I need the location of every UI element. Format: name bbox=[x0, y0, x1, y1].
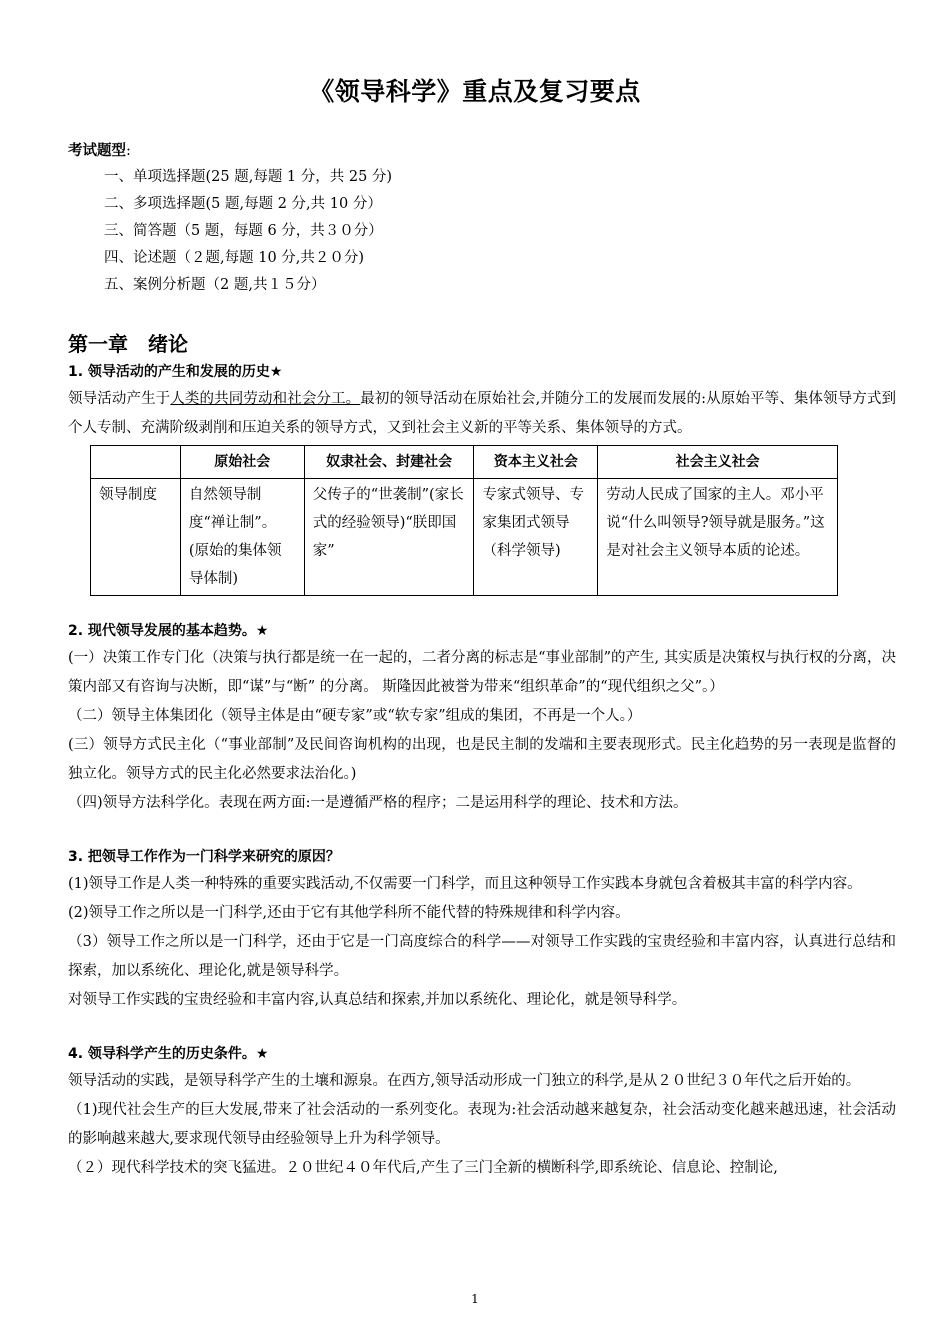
exam-item: 一、单项选择题(25 题,每题 1 分，共 25 分) bbox=[104, 169, 393, 185]
section-heading: 3. 把领导工作作为一门科学来研究的原因？ bbox=[68, 849, 340, 865]
document-body bbox=[68, 138, 896, 1183]
paragraph: （２）现代科学技术的突飞猛进。２０世纪４０年代后,产生了三门全新的横断科学,即系统论、信息论、控制论, bbox=[68, 1160, 778, 1176]
exam-item: 三、简答题（5 题，每题 6 分，共３０分） bbox=[104, 223, 383, 239]
table-row-label: 领导制度 bbox=[91, 479, 181, 596]
paragraph: （二）领导主体集团化（领导主体是由“硬专家”或“软专家”组成的集团，不再是一个人。） bbox=[68, 708, 642, 724]
paragraph: (一）决策工作专门化（决策与执行都是统一在一起的，二者分离的标志是“事业部制”的产生, 其实质是决策权与执行权的分离，决策内部又有咨询与决断，即“谋”与“断” 的分离。 斯隆因此被誉为带来“组织革命”的“现代组织之父”。） bbox=[68, 650, 896, 695]
table-cell: 自然领导制度“禅让制”。(原始的集体领导体制) bbox=[180, 479, 304, 596]
table-header-cell: 原始社会 bbox=[180, 446, 304, 479]
table-header-cell: 资本主义社会 bbox=[474, 446, 598, 479]
exam-item: 四、论述题（２题,每题 10 分,共２０分) bbox=[104, 250, 365, 266]
paragraph: 领导活动产生于人类的共同劳动和社会分工。最初的领导活动在原始社会,并随分工的发展而发展的:从原始平等、集体领导方式到个人专制、充满阶级剥削和压迫关系的领导方式，又到社会主义新的平等关系、集体领导的方式。 bbox=[68, 391, 897, 436]
section-heading: 4. 领导科学产生的历史条件。★ bbox=[68, 1046, 269, 1062]
exam-types-heading: 考试题型: bbox=[68, 143, 131, 159]
document-title: 《领导科学》重点及复习要点 bbox=[309, 77, 641, 106]
exam-item: 五、案例分析题（2 题,共１５分） bbox=[104, 277, 326, 293]
paragraph: 领导活动的实践，是领导科学产生的土壤和源泉。在西方,领导活动形成一门独立的科学,是从２０世纪３０年代之后开始的。 bbox=[68, 1073, 861, 1089]
paragraph: （3）领导工作之所以是一门科学，还由于它是一门高度综合的科学——对领导工作实践的宝贵经验和丰富内容，认真进行总结和探索，加以系统化、理论化,就是领导科学。 bbox=[68, 934, 896, 979]
table-row bbox=[91, 479, 838, 596]
underlined-text: 人类的共同劳动和社会分工。 bbox=[170, 391, 361, 407]
page-number: 1 bbox=[471, 1292, 479, 1306]
chapter-title: 第一章 绪论 bbox=[68, 332, 188, 356]
table-header-cell: 奴隶社会、封建社会 bbox=[304, 446, 474, 479]
section-heading: 1. 领导活动的产生和发展的历史★ bbox=[68, 364, 283, 380]
exam-item: 二、多项选择题(5 题,每题 2 分,共 10 分） bbox=[104, 196, 382, 212]
paragraph: 对领导工作实践的宝贵经验和丰富内容,认真总结和探索,并加以系统化、理论化，就是领导科学。 bbox=[68, 992, 687, 1008]
table-cell: 父传子的“世袭制”(家长式的经验领导)“朕即国家” bbox=[304, 479, 474, 596]
table-header-cell: 社会主义社会 bbox=[598, 446, 838, 479]
leadership-history-table bbox=[90, 445, 838, 596]
paragraph: (三）领导方式民主化（“事业部制”及民间咨询机构的出现，也是民主制的发端和主要表现形式。民主化趋势的另一表现是监督的独立化。领导方式的民主化必然要求法治化。) bbox=[68, 737, 896, 782]
section-heading: 2. 现代领导发展的基本趋势。★ bbox=[68, 623, 269, 639]
table-header-row bbox=[91, 446, 838, 479]
paragraph: （四)领导方法科学化。表现在两方面:一是遵循严格的程序；二是运用科学的理论、技术和方法。 bbox=[68, 795, 688, 811]
table-cell: 劳动人民成了国家的主人。邓小平说“什么叫领导?领导就是服务。”这是对社会主义领导本质的论述。 bbox=[598, 479, 838, 596]
paragraph: (1)领导工作是人类一种特殊的重要实践活动,不仅需要一门科学，而且这种领导工作实践本身就包含着极其丰富的科学内容。 bbox=[68, 876, 862, 892]
paragraph: (2)领导工作之所以是一门科学,还由于它有其他学科所不能代替的特殊规律和科学内容。 bbox=[68, 905, 630, 921]
table-cell: 专家式领导、专家集团式领导（科学领导) bbox=[474, 479, 598, 596]
paragraph: （1)现代社会生产的巨大发展,带来了社会活动的一系列变化。表现为:社会活动越来越复杂，社会活动变化越来越迅速，社会活动的影响越来越大,要求现代领导由经验领导上升为科学领导。 bbox=[68, 1102, 896, 1147]
table-header-cell bbox=[91, 446, 181, 479]
